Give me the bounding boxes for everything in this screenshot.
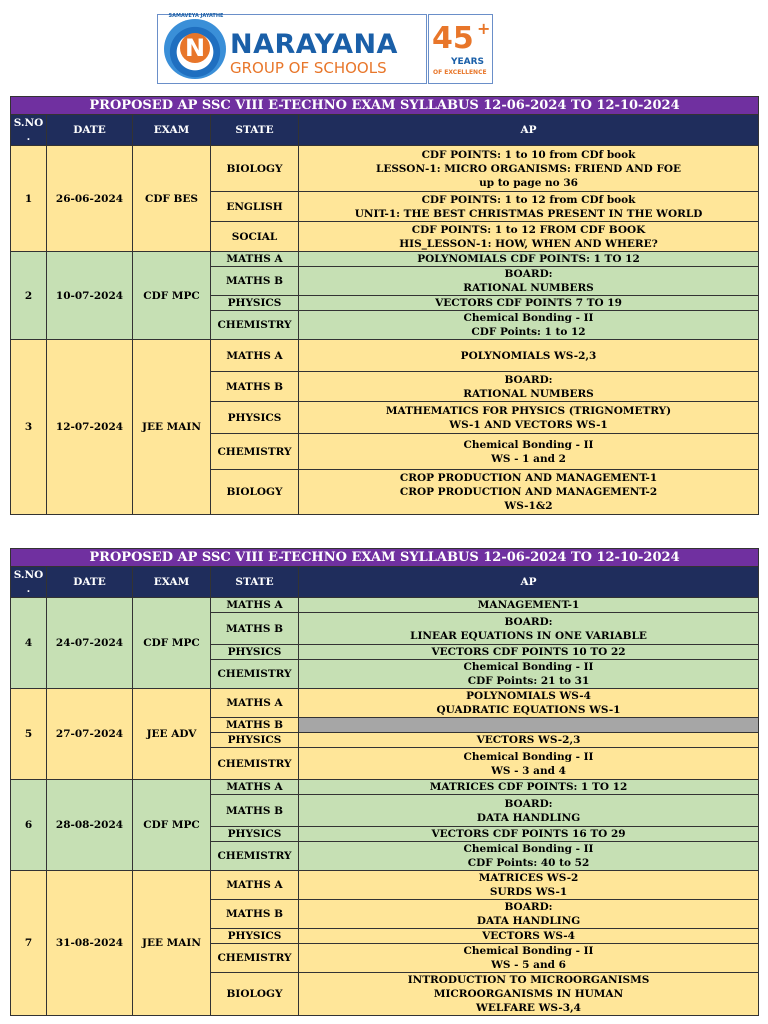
serial-number-cell: 3 xyxy=(11,340,47,515)
syllabus-line: LINEAR EQUATIONS IN ONE VARIABLE xyxy=(410,629,647,642)
subject-cell: ENGLISH xyxy=(211,192,299,222)
subject-cell: CHEMISTRY xyxy=(211,311,299,340)
syllabus-line: MATHEMATICS FOR PHYSICS (TRIGNOMETRY) xyxy=(385,404,672,417)
syllabus-line: CDF Points: 1 to 12 xyxy=(471,326,586,338)
syllabus-cell xyxy=(299,827,759,842)
subject-cell: CHEMISTRY xyxy=(211,434,299,470)
syllabus-line: QUADRATIC EQUATIONS WS-1 xyxy=(436,704,621,716)
subject-cell: MATHS B xyxy=(211,613,299,645)
syllabus-line: POLYNOMIALS CDF POINTS: 1 TO 12 xyxy=(417,253,640,265)
syllabus-line: WS - 5 and 6 xyxy=(491,959,566,971)
syllabus-line: SURDS WS-1 xyxy=(489,886,568,898)
syllabus-cell xyxy=(299,718,759,733)
syllabus-line: DATA HANDLING xyxy=(476,915,581,927)
syllabus-cell xyxy=(299,660,759,689)
syllabus-cell xyxy=(299,252,759,267)
subject-cell: BIOLOGY xyxy=(211,470,299,515)
syllabus-line: BOARD: xyxy=(504,615,553,628)
syllabus-line: VECTORS WS-4 xyxy=(482,930,575,942)
column-header: DATE xyxy=(47,115,133,146)
serial-number-cell: 7 xyxy=(11,871,47,1016)
syllabus-cell xyxy=(299,613,759,645)
syllabus-line: CROP PRODUCTION AND MANAGEMENT-2 xyxy=(399,486,658,498)
syllabus-cell xyxy=(299,973,759,1016)
table-header-row xyxy=(11,115,759,146)
badge-years: YEARS xyxy=(451,57,485,67)
table-row xyxy=(11,871,759,900)
syllabus-cell xyxy=(299,645,759,660)
exam-cell: CDF MPC xyxy=(133,252,211,340)
syllabus-line: up to page no 36 xyxy=(479,176,578,189)
subject-cell: MATHS B xyxy=(211,718,299,733)
table-title-row xyxy=(11,97,759,115)
date-cell: 24-07-2024 xyxy=(47,598,133,689)
column-header: S.NO . xyxy=(11,115,47,146)
syllabus-cell xyxy=(299,146,759,192)
syllabus-cell xyxy=(299,842,759,871)
syllabus-line: WS - 1 and 2 xyxy=(491,452,566,465)
table-row xyxy=(11,689,759,718)
column-header: S.NO . xyxy=(11,567,47,598)
syllabus-line: Chemical Bonding - II xyxy=(463,843,594,855)
syllabus-line: INTRODUCTION TO MICROORGANISMS xyxy=(407,974,650,986)
syllabus-cell xyxy=(299,733,759,748)
table-header-row xyxy=(11,567,759,598)
subject-cell: MATHS A xyxy=(211,598,299,613)
serial-number-cell: 6 xyxy=(11,780,47,871)
subject-cell: MATHS B xyxy=(211,372,299,402)
subject-cell: CHEMISTRY xyxy=(211,748,299,780)
column-header: EXAM xyxy=(133,115,211,146)
syllabus-cell xyxy=(299,470,759,515)
syllabus-cell xyxy=(299,340,759,372)
narayana-logo xyxy=(157,14,493,84)
table-row xyxy=(11,146,759,192)
logo-main-box xyxy=(157,14,427,84)
exam-cell: JEE MAIN xyxy=(133,871,211,1016)
syllabus-line: POLYNOMIALS WS-4 xyxy=(466,690,591,702)
table-row xyxy=(11,252,759,267)
syllabus-cell xyxy=(299,598,759,613)
subject-cell: MATHS A xyxy=(211,871,299,900)
syllabus-cell xyxy=(299,402,759,434)
syllabus-line: CDF POINTS: 1 to 10 from CDf book xyxy=(421,148,636,161)
exam-cell: JEE ADV xyxy=(133,689,211,780)
table-row xyxy=(11,780,759,795)
logo-name: NARAYANA xyxy=(230,29,398,60)
serial-number-cell: 2 xyxy=(11,252,47,340)
subject-cell: MATHS B xyxy=(211,900,299,929)
date-cell: 28-08-2024 xyxy=(47,780,133,871)
syllabus-cell xyxy=(299,689,759,718)
syllabus-line: VECTORS CDF POINTS 7 TO 19 xyxy=(435,297,622,309)
syllabus-line: WS - 3 and 4 xyxy=(491,764,566,777)
syllabus-line: WELFARE WS-3,4 xyxy=(476,1002,581,1014)
subject-cell: PHYSICS xyxy=(211,296,299,311)
syllabus-line: Chemical Bonding - II xyxy=(463,750,594,763)
syllabus-line: VECTORS CDF POINTS 10 TO 22 xyxy=(431,646,626,658)
subject-cell: BIOLOGY xyxy=(211,973,299,1016)
column-header: EXAM xyxy=(133,567,211,598)
syllabus-line: VECTORS WS-2,3 xyxy=(476,734,581,746)
syllabus-cell xyxy=(299,372,759,402)
logo-subtitle: GROUP OF SCHOOLS xyxy=(230,59,387,77)
syllabus-line: WS-1 AND VECTORS WS-1 xyxy=(449,418,608,431)
syllabus-cell xyxy=(299,296,759,311)
subject-cell: MATHS A xyxy=(211,252,299,267)
syllabus-line: HIS_LESSON-1: HOW, WHEN AND WHERE? xyxy=(399,237,658,250)
syllabus-line: CDF POINTS: 1 to 12 from CDf book xyxy=(421,193,636,206)
exam-cell: CDF MPC xyxy=(133,780,211,871)
subject-cell: CHEMISTRY xyxy=(211,842,299,871)
subject-cell: MATHS A xyxy=(211,689,299,718)
date-cell: 10-07-2024 xyxy=(47,252,133,340)
subject-cell: MATHS B xyxy=(211,795,299,827)
badge-number: 45 xyxy=(432,21,474,56)
subject-cell: BIOLOGY xyxy=(211,146,299,192)
syllabus-table-2 xyxy=(10,548,759,1016)
syllabus-line: Chemical Bonding - II xyxy=(463,945,594,957)
subject-cell: MATHS B xyxy=(211,267,299,296)
table-title-row xyxy=(11,549,759,567)
logo-letter: N xyxy=(180,33,210,63)
column-header: AP xyxy=(299,567,759,598)
subject-cell: CHEMISTRY xyxy=(211,660,299,689)
syllabus-line: CDF POINTS: 1 to 12 FROM CDF BOOK xyxy=(411,223,646,236)
syllabus-cell xyxy=(299,192,759,222)
date-cell: 31-08-2024 xyxy=(47,871,133,1016)
column-header: STATE xyxy=(211,115,299,146)
subject-cell: CHEMISTRY xyxy=(211,944,299,973)
syllabus-line: Chemical Bonding - II xyxy=(463,661,594,673)
syllabus-line: RATIONAL NUMBERS xyxy=(463,387,594,400)
exam-cell: JEE MAIN xyxy=(133,340,211,515)
syllabus-line: DATA HANDLING xyxy=(476,811,581,824)
anniversary-badge xyxy=(428,14,493,84)
exam-cell: CDF MPC xyxy=(133,598,211,689)
subject-cell: MATHS A xyxy=(211,340,299,372)
subject-cell: SOCIAL xyxy=(211,222,299,252)
syllabus-line: VECTORS CDF POINTS 16 TO 29 xyxy=(431,828,626,840)
column-header: STATE xyxy=(211,567,299,598)
syllabus-line: BOARD: xyxy=(504,373,553,386)
syllabus-cell xyxy=(299,795,759,827)
syllabus-line: Chemical Bonding - II xyxy=(463,312,594,324)
syllabus-line: CDF Points: 40 to 52 xyxy=(467,857,590,869)
date-cell: 27-07-2024 xyxy=(47,689,133,780)
column-header: DATE xyxy=(47,567,133,598)
syllabus-cell xyxy=(299,929,759,944)
syllabus-line: LESSON-1: MICRO ORGANISMS: FRIEND AND FOE xyxy=(375,162,682,175)
syllabus-line: MANAGEMENT-1 xyxy=(477,599,580,611)
syllabus-cell xyxy=(299,434,759,470)
table-title: PROPOSED AP SSC VIII E-TECHNO EXAM SYLLABUS 12-06-2024 TO 12-10-2024 xyxy=(11,97,759,115)
logo-tagline: SAMAVEYA JAYATHE xyxy=(168,13,224,19)
date-cell: 26-06-2024 xyxy=(47,146,133,252)
table-row xyxy=(11,340,759,372)
syllabus-cell xyxy=(299,748,759,780)
syllabus-line: BOARD: xyxy=(504,268,553,280)
serial-number-cell: 1 xyxy=(11,146,47,252)
syllabus-line: RATIONAL NUMBERS xyxy=(463,282,594,294)
table-title: PROPOSED AP SSC VIII E-TECHNO EXAM SYLLABUS 12-06-2024 TO 12-10-2024 xyxy=(11,549,759,567)
date-cell: 12-07-2024 xyxy=(47,340,133,515)
subject-cell: PHYSICS xyxy=(211,733,299,748)
syllabus-line: Chemical Bonding - II xyxy=(463,438,594,451)
subject-cell: PHYSICS xyxy=(211,929,299,944)
syllabus-line: CDF Points: 21 to 31 xyxy=(467,675,590,687)
subject-cell: PHYSICS xyxy=(211,402,299,434)
syllabus-line: POLYNOMIALS WS-2,3 xyxy=(460,349,597,362)
column-header: AP xyxy=(299,115,759,146)
syllabus-line: CROP PRODUCTION AND MANAGEMENT-1 xyxy=(399,472,658,484)
syllabus-cell xyxy=(299,267,759,296)
syllabus-cell xyxy=(299,900,759,929)
syllabus-cell xyxy=(299,944,759,973)
syllabus-line: BOARD: xyxy=(504,901,553,913)
syllabus-table-1 xyxy=(10,96,759,515)
syllabus-cell xyxy=(299,311,759,340)
serial-number-cell: 5 xyxy=(11,689,47,780)
subject-cell: MATHS A xyxy=(211,780,299,795)
badge-excellence: OF EXCELLENCE xyxy=(433,69,487,76)
subject-cell: PHYSICS xyxy=(211,645,299,660)
syllabus-line: UNIT-1: THE BEST CHRISTMAS PRESENT IN THE WORLD xyxy=(354,207,703,220)
syllabus-line: BOARD: xyxy=(504,797,553,810)
syllabus-cell xyxy=(299,871,759,900)
syllabus-line: WS-1&2 xyxy=(504,500,553,512)
syllabus-line: MATRICES WS-2 xyxy=(478,872,579,884)
syllabus-cell xyxy=(299,780,759,795)
subject-cell: PHYSICS xyxy=(211,827,299,842)
syllabus-line: MICROORGANISMS IN HUMAN xyxy=(433,988,624,1000)
badge-plus: + xyxy=(477,19,491,38)
table-row xyxy=(11,598,759,613)
syllabus-cell xyxy=(299,222,759,252)
syllabus-line: MATRICES CDF POINTS: 1 TO 12 xyxy=(429,781,628,793)
exam-cell: CDF BES xyxy=(133,146,211,252)
serial-number-cell: 4 xyxy=(11,598,47,689)
